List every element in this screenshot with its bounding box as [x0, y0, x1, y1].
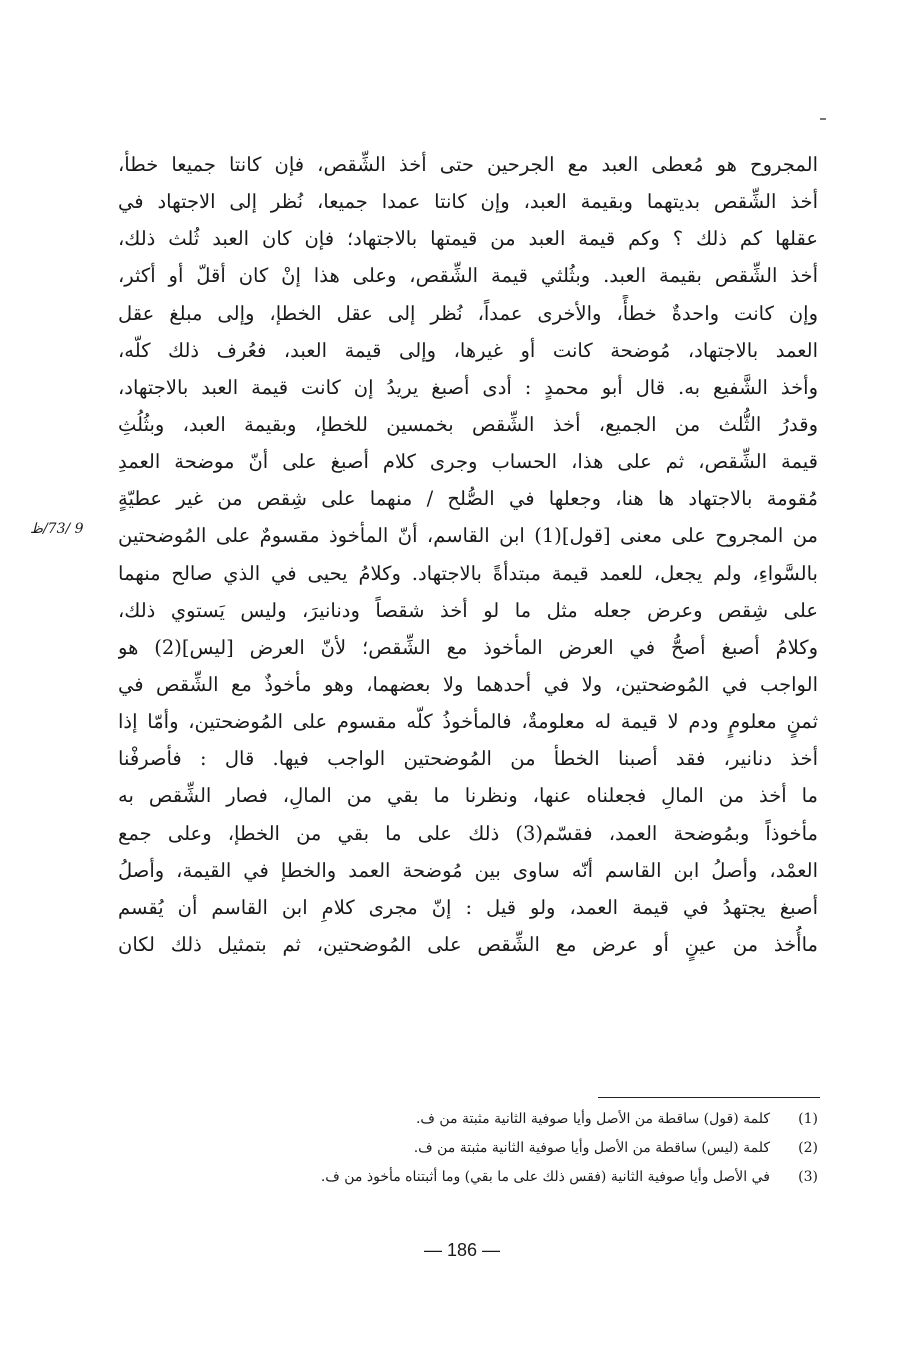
text-line: أخذ دنانير، فقد أصبنا الخطأ من المُوضحتين الواجب فيها. قال : فأصرفْنا — [118, 747, 818, 771]
text-line: مأخوذاً وبمُوضحة العمد، فقسّم(3) ذلك على ما بقي من الخطإ، وعلى جمع — [118, 821, 818, 845]
footnote-text: كلمة (قول) ساقطة من الأصل وأيا صوفية الثانية مثبتة من ف. — [415, 1111, 770, 1127]
text-line: بالسَّواءِ، ولم يجعل، للعمد قيمة مبتدأةً بالاجتهاد. وكلامُ يحيى في الذي صالح منهما — [118, 561, 818, 585]
text-line: عقلها كم ذلك ؟ وكم قيمة العبد من قيمتها بالاجتهاد؛ فإن كان العبد ثُلث ذلك، — [118, 227, 818, 251]
text-line: أخذ الشِّقص بديتهما وبقيمة العبد، وإن كانتا عمدا جميعا، نُظر إلى الاجتهاد في — [118, 190, 818, 214]
footnote — [118, 1163, 818, 1192]
text-line: وإن كانت واحدةٌ خطأً، والأخرى عمداً، نُظر إلى عقل الخطإ، وإلى مبلغ عقل — [118, 301, 818, 325]
text-line: وكلامُ أصبغ أصحُّ في العرض المأخوذ مع الشِّقص؛ لأنّ العرض [ليس](2) هو — [118, 635, 818, 659]
footnote-text: في الأصل وأيا صوفية الثانية (فقس ذلك على ما بقي) وما أثبتناه مأخوذ من ف. — [320, 1169, 770, 1185]
text-line: من المجروح على معنى [قول](1) ابن القاسم، أنّ المأخوذ مقسومٌ على المُوضحتين — [118, 524, 818, 548]
text-line: وأخذ الشَّفيع به. قال أبو محمدٍ : أدى أصبغ يريدُ إن كانت قيمة العبد بالاجتهاد، — [118, 375, 818, 399]
footnote-number: (1) — [798, 1111, 818, 1127]
text-line: ثمنٍ معلومٍ ودم لا قيمة له معلومةٌ، فالمأخوذُ كلّه مقسوم على المُوضحتين، وأمّا إذا — [118, 710, 818, 734]
text-line: المجروح هو مُعطى العبد مع الجرحين حتى أخذ الشِّقص، فإن كانتا جميعا خطأ، — [118, 153, 818, 176]
text-line: على شِقص وعرض جعله مثل ما لو أخذ شقصاً ودنانيرَ، وليس يَستوي ذلك، — [118, 598, 818, 622]
text-line: العمْد، وأصلُ ابن القاسم أنّه ساوى بين مُوضحة العمد والخطإ في القيمة، وأصلُ — [118, 858, 818, 882]
text-line: العمد بالاجتهاد، مُوضحة كانت أو غيرها، وإلى قيمة العبد، فعُرف ذلك كلّه، — [118, 338, 818, 362]
text-line: ما أخذ من المالِ فجعلناه عنها، ونظرنا ما بقي من المالِ، فصار الشِّقص به — [118, 784, 818, 808]
footnote-number: (3) — [798, 1169, 818, 1185]
text-line: مُقومة بالاجتهاد ها هنا، وجعلها في الصُّلح / منهما على شِقص من غير عطيّةٍ — [118, 487, 818, 511]
text-line: أصبغ يجتهدُ في قيمة العمد، ولو قيل : إنّ مجرى كلامِ ابن القاسم أن يُقسم — [118, 895, 818, 919]
main-text-block — [118, 146, 818, 963]
text-line: أخذ الشِّقص بقيمة العبد. وبثُلثي قيمة الشِّقص، وعلى هذا إنْ كان أقلّ أو أكثر، — [118, 264, 818, 288]
footnotes — [118, 1105, 818, 1192]
page-mark — [820, 118, 826, 120]
footnote-separator — [598, 1097, 820, 1098]
footnote-number: (2) — [798, 1140, 818, 1156]
footnote-text: كلمة (ليس) ساقطة من الأصل وأيا صوفية الثانية مثبتة من ف. — [413, 1140, 770, 1156]
manuscript-folio-reference: 9 /73/ظ — [30, 521, 84, 537]
page-number: — 186 — — [423, 1240, 501, 1260]
text-line: وقدرُ الثُّلث من الجميع، أخذ الشِّقص بخمسين للخطإ، وبقيمة العبد، وبثُلُثِ — [118, 412, 818, 436]
footnote — [118, 1105, 818, 1134]
text-line: ماأُخذ من عينٍ أو عرض مع الشِّقص على المُوضحتين، ثم بتمثيل ذلك لكان — [118, 932, 818, 956]
footnote — [118, 1134, 818, 1163]
text-line: قيمة الشِّقص، ثم على هذا، الحساب وجرى كلام أصبغ على أنّ موضحة العمدِ — [118, 450, 818, 474]
text-line: الواجب في المُوضحتين، ولا في أحدهما ولا بعضهما، وهو مأخوذٌ مع الشِّقص في — [118, 672, 818, 696]
